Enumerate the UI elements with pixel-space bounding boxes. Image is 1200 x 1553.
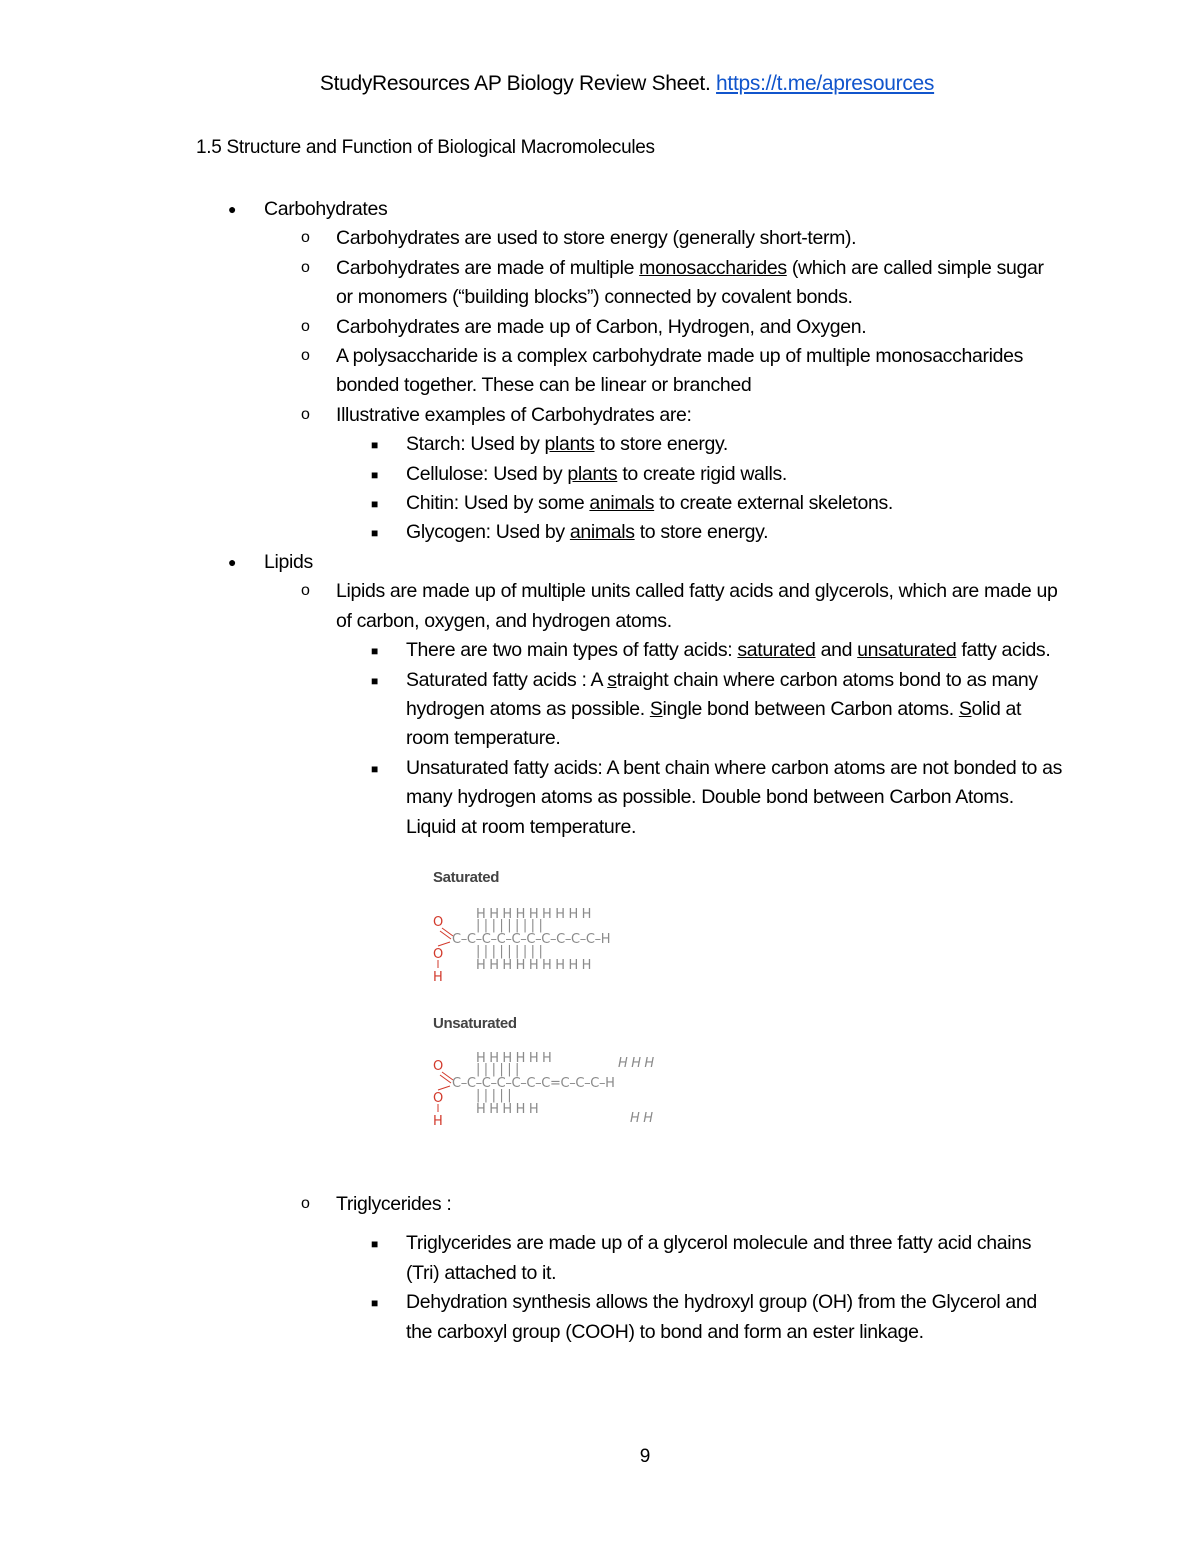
lipid-point-units: o Lipids are made up of multiple units called fatty acids and glycerols, which are made up of carbon, oxygen, and hydrogen atoms. xyxy=(0,577,1061,636)
svg-text:O: O xyxy=(433,1090,443,1106)
macromolecule-list xyxy=(0,195,1200,1347)
carb-examples-list xyxy=(0,430,1200,548)
fatty-acid-structures-figure xyxy=(420,862,720,1132)
saturated-fatty-acids: ■ Saturated fatty acids : A straight chain where carbon atoms bond to as many hydrogen atoms as possible. Single bond between Carbon atoms. Solid at room temperature. xyxy=(0,666,1066,754)
example-chitin: ■ Chitin: Used by some animals to create external skeletons. xyxy=(0,489,1066,518)
svg-text:C–C–C–C–C–C–C–C–C–C–H: C–C–C–C–C–C–C–C–C–C–H xyxy=(452,931,611,947)
page-header xyxy=(0,72,1200,96)
saturated-label: Saturated xyxy=(433,868,500,886)
carb-point-polysaccharide: o A polysaccharide is a complex carbohydrate made up of multiple monosaccharides bonded together. These can be linear or branched xyxy=(0,342,1061,401)
unsaturated-label: Unsaturated xyxy=(433,1014,517,1032)
carb-point-energy: o Carbohydrates are used to store energy (generally short-term). xyxy=(0,224,1061,253)
lipid-point-triglycerides: o Triglycerides : xyxy=(0,1190,1061,1219)
example-starch: ■ Starch: Used by plants to store energy. xyxy=(0,430,1066,459)
page-number: 9 xyxy=(639,1446,651,1467)
header-title: StudyResources AP Biology Review Sheet. xyxy=(319,72,711,95)
carbohydrates-sublist xyxy=(0,224,1200,547)
bullet-carbohydrates: ● Carbohydrates xyxy=(0,195,1100,224)
unsaturated-fatty-acids: ■ Unsaturated fatty acids: A bent chain where carbon atoms are not bonded to as many hydrogen atoms as possible. Double bond between Carbon Atoms. Liquid at room temperature. xyxy=(0,754,1066,842)
svg-text:O: O xyxy=(433,914,443,930)
svg-text:H H H H H: H H H H H xyxy=(476,1101,539,1117)
svg-text:O: O xyxy=(433,1058,443,1074)
saturated-molecule xyxy=(433,907,610,985)
header-link[interactable]: https://t.me/apresources xyxy=(716,72,935,95)
document-body xyxy=(0,195,1200,1347)
svg-text:| | | | |: | | | | | xyxy=(476,1087,512,1103)
fatty-acid-list xyxy=(0,636,1200,842)
lipids-sublist xyxy=(0,577,1200,1347)
svg-text:| | | | | |: | | | | | | xyxy=(476,1061,520,1077)
fatty-acid-types: ■ There are two main types of fatty acids: saturated and unsaturated fatty acids. xyxy=(0,636,1066,665)
carb-point-elements: o Carbohydrates are made up of Carbon, Hydrogen, and Oxygen. xyxy=(0,313,1061,342)
term-monosaccharides: monosaccharides xyxy=(639,256,787,279)
unsaturated-molecule xyxy=(433,1051,654,1129)
dehydration-synthesis: ■ Dehydration synthesis allows the hydroxyl group (OH) from the Glycerol and the carboxyl group (COOH) to bond and form an ester linkage. xyxy=(0,1288,1066,1347)
svg-text:H H: H H xyxy=(630,1110,653,1126)
svg-text:| | | | | | | |: | | | | | | | | | xyxy=(476,943,543,959)
triglyceride-structure: ■ Triglycerides are made up of a glycerol molecule and three fatty acid chains (Tri) attached to it. xyxy=(0,1229,1066,1288)
svg-text:H: H xyxy=(433,969,443,985)
bullet-lipids: ● Lipids xyxy=(0,548,1100,577)
svg-text:H H H H H H H H H: H H H H H H H H H xyxy=(476,957,592,973)
svg-text:| | | | | | | |: | | | | | | | | | xyxy=(476,917,543,933)
svg-text:C–C–C–C–C–C–C=C–C–C–H: C–C–C–C–C–C–C=C–C–C–H xyxy=(452,1075,615,1091)
svg-text:H H H H H H: H H H H H H xyxy=(476,1050,552,1066)
fatty-acid-diagram xyxy=(0,842,1200,1190)
carb-point-examples: o Illustrative examples of Carbohydrates are: xyxy=(0,401,1061,430)
svg-text:H: H xyxy=(433,1113,443,1129)
example-glycogen: ■ Glycogen: Used by animals to store energy. xyxy=(0,518,1066,547)
example-cellulose: ■ Cellulose: Used by plants to create rigid walls. xyxy=(0,460,1066,489)
svg-text:H H H H H H H H H: H H H H H H H H H xyxy=(476,906,592,922)
triglycerides-list xyxy=(0,1229,1200,1347)
svg-text:O: O xyxy=(433,946,443,962)
carb-point-monosaccharides: o Carbohydrates are made of multiple monosaccharides (which are called simple sugar or monomers (“building blocks”) connected by covalent bonds. xyxy=(0,254,1061,313)
section-title: 1.5 Structure and Function of Biological Macromolecules xyxy=(196,137,655,158)
svg-text:H H H: H H H xyxy=(618,1055,654,1071)
